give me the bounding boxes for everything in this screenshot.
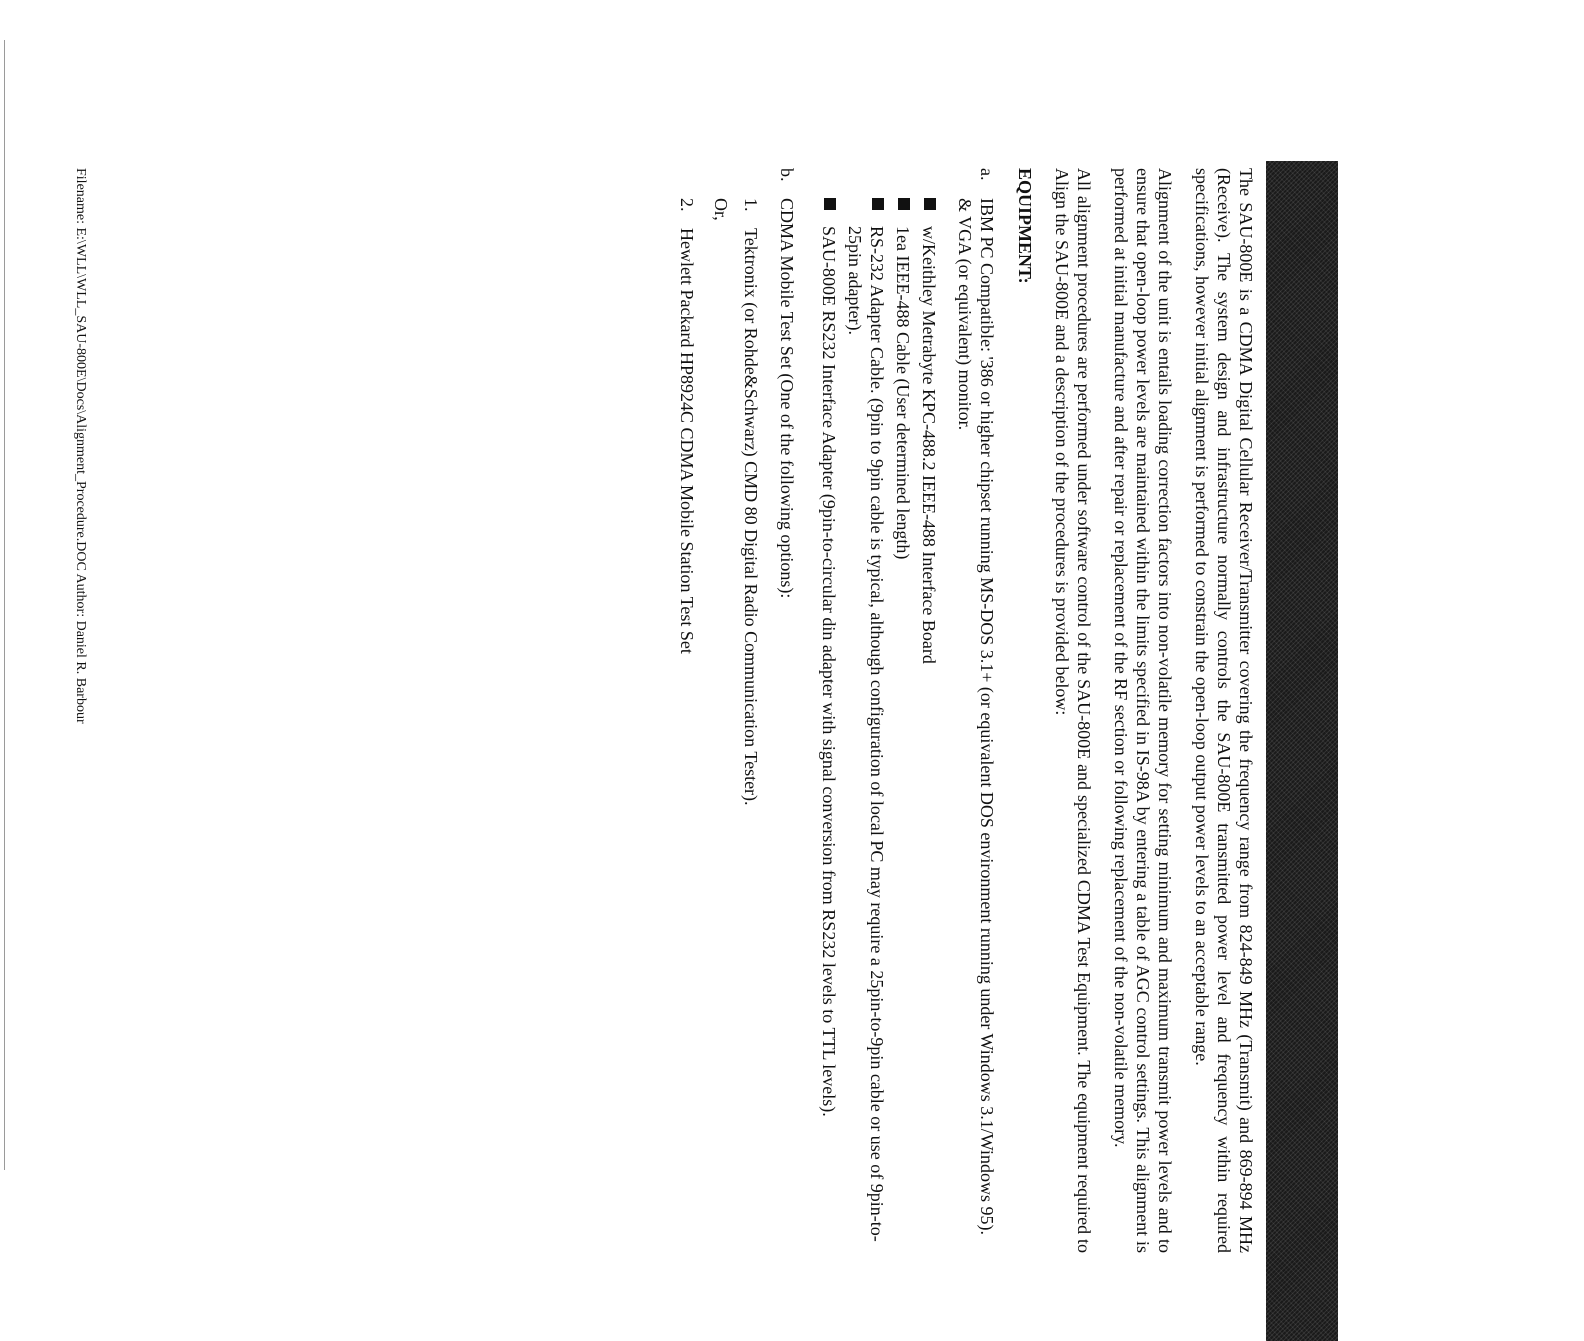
equipment-heading: EQUIPMENT: bbox=[1015, 168, 1035, 284]
document-body bbox=[670, 168, 1257, 1253]
intro-paragraph-1: The SAU-800E is a CDMA Digital Cellular Receiver/Transmitter covering the frequency range from 824-849 MHz (Transmit) and 869-894 MHz (Receive). The system design and infrastructure normally controls the SAU-800E transmitted power level and frequency within required specifications, however initial alignment is performed to constrain the open-loop output power levels to an acceptable range. bbox=[1192, 168, 1256, 1253]
list-item bbox=[892, 198, 914, 1253]
document-footer: Filename: E:\WLL\WLL_SAU-800E\Docs\Alignment_Procedure.DOC Author: Daniel R. Barbour bbox=[73, 168, 88, 724]
bullet-text: SAU-800E RS232 Interface Adapter (9pin-to-circular din adapter with signal conversion from RS232 levels to TTL levels). bbox=[819, 226, 839, 1117]
bullet-text: 1ea IEEE-488 Cable (User determined length) bbox=[893, 226, 913, 560]
item-b-text: CDMA Mobile Test Set (One of the following options): bbox=[777, 198, 797, 599]
equipment-item-b bbox=[776, 168, 798, 1253]
square-bullet-icon bbox=[924, 198, 936, 210]
test-set-options bbox=[676, 198, 762, 1253]
equipment-item-a bbox=[954, 168, 998, 1253]
item-b-marker: b. bbox=[777, 168, 797, 182]
test-set-option-2 bbox=[676, 198, 698, 1253]
square-bullet-icon bbox=[824, 198, 836, 210]
pc-accessories-list bbox=[818, 198, 940, 1253]
intro-paragraph-3: All alignment procedures are performed under software control of the SAU-800E and specialized CDMA Test Equipment. The equipment required to Align the SAU-800E and a description of the procedures is provided below: bbox=[1052, 168, 1094, 1253]
option-text: Hewlett Packard HP8924C CDMA Mobile Station Test Set bbox=[677, 228, 697, 654]
option-number: 1. bbox=[741, 198, 761, 212]
or-separator: Or, bbox=[711, 198, 731, 221]
option-number: 2. bbox=[677, 198, 697, 212]
option-text: Tektronix (or Rohde&Schwarz) CMD 80 Digital Radio Communication Tester). bbox=[741, 228, 761, 806]
test-set-option-1 bbox=[740, 198, 762, 1253]
square-bullet-icon bbox=[898, 198, 910, 210]
bullet-text: RS-232 Adapter Cable. (9pin to 9pin cable is typical, although configuration of local PC may require a 25pin-to-9pin cable or use of 9pin-to-25pin adapter). bbox=[845, 226, 887, 1242]
list-item bbox=[918, 198, 940, 1253]
item-a-marker: a. bbox=[977, 168, 997, 181]
bullet-text: w/Keithley Metrabyte KPC-488.2 IEEE-488 Interface Board bbox=[919, 226, 939, 664]
list-item bbox=[818, 198, 840, 1253]
list-item bbox=[844, 198, 888, 1253]
square-bullet-icon bbox=[872, 198, 884, 210]
intro-paragraph-2: Alignment of the unit is entails loading correction factors into non-volatile memory for setting minimum and maximum transmit power levels and to ensure that open-loop power levels are maintained within the limits specified in IS-98A by entering a table of AGC control settings. This alignment is performed at initial manufacture and after repair or replacement of the RF section or following replacement of the non-volatile memory. bbox=[1111, 168, 1175, 1253]
header-shaded-band bbox=[1266, 161, 1338, 1341]
item-a-text: IBM PC Compatible: '386 or higher chipset running MS-DOS 3.1+ (or equivalent DOS environment running under Windows 3.1/Windows 95). & VGA (or equivalent) monitor. bbox=[955, 198, 997, 1236]
